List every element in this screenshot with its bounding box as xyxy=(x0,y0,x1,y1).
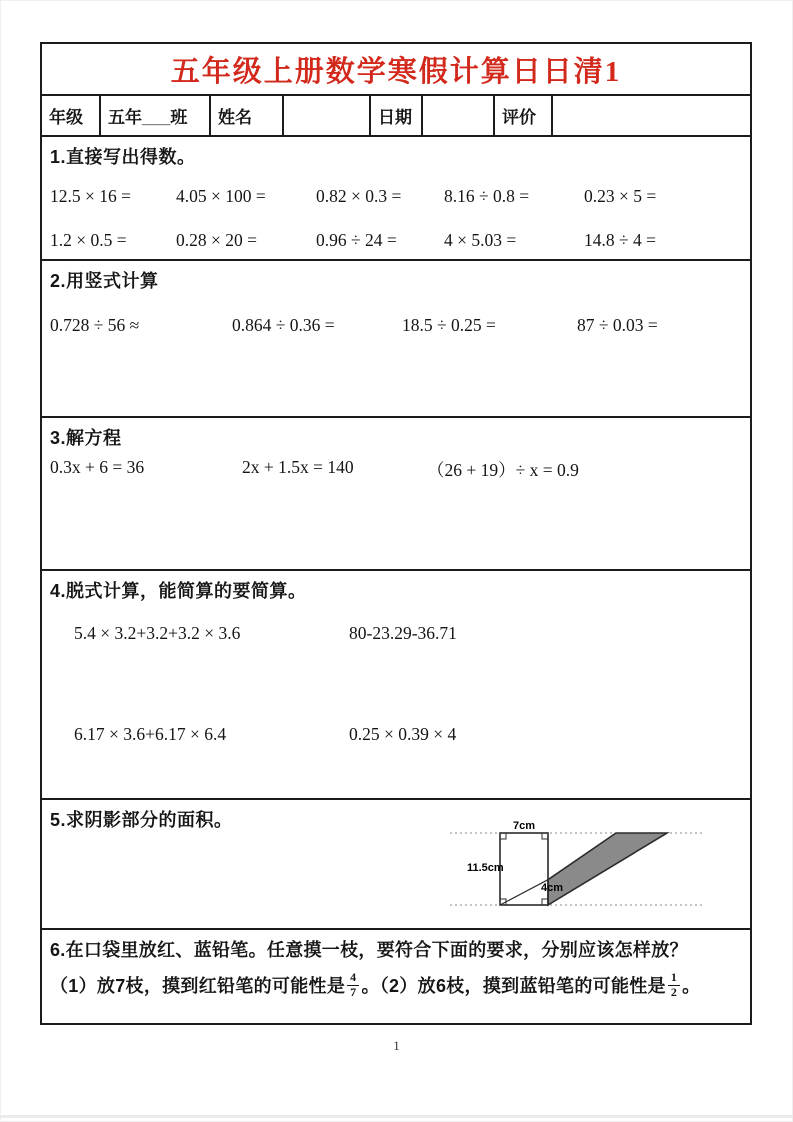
subquestion-2-text: 。（2）放6枝，摸到蓝铅笔的可能性是 xyxy=(361,976,666,997)
problem: 6.17 × 3.6+6.17 × 6.4 xyxy=(74,724,227,744)
date-label: 日期 xyxy=(369,96,421,135)
problem: 0.728 ÷ 56 ≈ xyxy=(50,315,140,335)
problem: 5.4 × 3.2+3.2+3.2 × 3.6 xyxy=(74,623,241,643)
title-row xyxy=(42,44,750,94)
section-6-probability xyxy=(42,928,750,1023)
section-4-problems-row1 xyxy=(50,623,742,644)
fraction-denominator: 2 xyxy=(670,984,678,999)
problem: 0.82 × 0.3 = xyxy=(316,186,402,206)
section-5-heading: 5.求阴影部分的面积。 xyxy=(50,810,233,830)
section-2-column-calculation xyxy=(42,259,750,416)
top-dimension-label: 7cm xyxy=(512,820,536,832)
page-bottom-edge xyxy=(0,1115,793,1118)
section-1-mental-calculation xyxy=(42,135,750,259)
problem: 87 ÷ 0.03 = xyxy=(577,315,658,335)
problem: 0.3x + 6 = 36 xyxy=(50,457,145,477)
parallelogram-rectangle-diagram xyxy=(445,816,711,914)
mid-dimension-label: 4cm xyxy=(541,882,564,894)
problem: 18.5 ÷ 0.25 = xyxy=(402,315,496,335)
date-blank-cell xyxy=(421,96,493,135)
worksheet-table xyxy=(40,42,752,1025)
fraction-4-7 xyxy=(347,971,359,1000)
problem: 12.5 × 16 = xyxy=(50,186,131,206)
section-1-problems xyxy=(50,186,742,251)
right-angle-mark xyxy=(542,899,548,905)
problem: 8.16 ÷ 0.8 = xyxy=(444,186,530,206)
grade-label: 年级 xyxy=(49,108,83,127)
problem: 4 × 5.03 = xyxy=(444,230,517,250)
info-header-row xyxy=(42,94,750,135)
section-2-heading: 2.用竖式计算 xyxy=(50,271,159,291)
grade-value: 五年___班 xyxy=(99,96,209,135)
problem: 80-23.29-36.71 xyxy=(349,623,457,643)
eval-blank-cell xyxy=(551,96,750,135)
right-angle-mark xyxy=(500,833,506,839)
sentence-end: 。 xyxy=(682,976,701,997)
problem: 0.96 ÷ 24 = xyxy=(316,230,397,250)
fraction-numerator: 1 xyxy=(668,971,680,986)
left-dimension-label: 11.5cm xyxy=(467,862,504,874)
section-3-problems xyxy=(50,457,742,482)
problem: 1.2 × 0.5 = xyxy=(50,230,127,250)
fraction-1-2 xyxy=(668,971,680,1000)
problem: 0.25 × 0.39 × 4 xyxy=(349,724,457,744)
problem: 2x + 1.5x = 140 xyxy=(242,457,354,477)
page-number: 1 xyxy=(393,1038,400,1053)
section-3-solve-equations xyxy=(42,416,750,569)
eval-label: 评价 xyxy=(493,96,551,135)
subquestion-1-text: （1）放7枝，摸到红铅笔的可能性是 xyxy=(50,976,346,997)
section-4-heading: 4.脱式计算，能简算的要简算。 xyxy=(50,581,307,601)
section-4-step-calculation xyxy=(42,569,750,798)
name-blank-cell xyxy=(282,96,369,135)
shaded-parallelogram xyxy=(548,833,667,905)
page-title: 五年级上册数学寒假计算日日清1 xyxy=(170,55,622,88)
section-4-problems-row2 xyxy=(50,724,742,745)
fraction-numerator: 4 xyxy=(347,971,359,986)
problem: 14.8 ÷ 4 = xyxy=(584,230,656,250)
section-6-heading: 6.在口袋里放红、蓝铅笔。任意摸一枝，要符合下面的要求，分别应该怎样放？ xyxy=(50,940,688,960)
geometry-figure xyxy=(445,816,711,919)
problem: 0.28 × 20 = xyxy=(176,230,257,250)
problem: 0.864 ÷ 0.36 = xyxy=(232,315,335,335)
section-2-problems xyxy=(50,315,742,336)
right-angle-mark xyxy=(542,833,548,839)
name-label: 姓名 xyxy=(209,96,282,135)
section-3-heading: 3.解方程 xyxy=(50,428,122,448)
section-1-heading: 1.直接写出得数。 xyxy=(50,147,196,167)
rectangle xyxy=(500,833,548,905)
section-6-subquestions xyxy=(50,971,742,1000)
section-5-shaded-area xyxy=(42,798,750,928)
problem: （26 + 19）÷ x = 0.9 xyxy=(427,460,579,480)
problem: 0.23 × 5 = xyxy=(584,186,657,206)
fraction-denominator: 7 xyxy=(350,984,357,999)
problem: 4.05 × 100 = xyxy=(176,186,266,206)
